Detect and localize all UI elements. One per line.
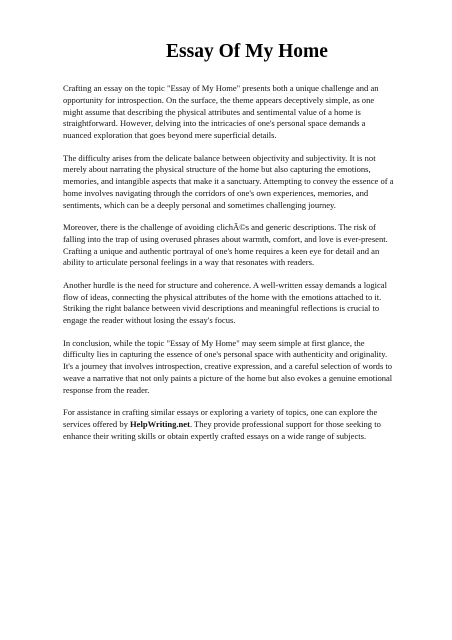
document-title: Essay Of My Home xyxy=(166,41,328,62)
paragraph-line: The difficulty arises from the delicate balance between objectivity and subjectivity. It is not xyxy=(63,152,376,163)
paragraph-line: falling into the trap of using overused phrases about warmth, comfort, and love is ever-present. xyxy=(63,233,388,244)
paragraph-line: might assume that describing the physical attributes and sentimental value of a home is xyxy=(63,106,361,117)
paragraph-line: merely about narrating the physical structure of the home but also capturing the emotions, xyxy=(63,164,371,175)
paragraph-line: sentiments, which can be a deeply personal and sometimes challenging journey. xyxy=(63,199,336,210)
closing-text-before: services offered by xyxy=(63,418,131,429)
paragraph-line: Moreover, there is the challenge of avoiding clichÃ©s and generic descriptions. The risk of xyxy=(63,222,376,233)
paragraph-line: ability to articulate personal feelings in a way that resonates with readers. xyxy=(63,257,315,268)
paragraph-line: It's a journey that involves introspection, creative expression, and a careful selection of words to xyxy=(63,361,393,372)
paragraph-closing xyxy=(63,407,421,442)
paragraph-line: response from the reader. xyxy=(63,384,150,395)
paragraph-line: In conclusion, while the topic "Essay of My Home" may seem simple at first glance, the xyxy=(63,337,365,348)
paragraph-line: Striking the right balance between vivid descriptions and meaningful reflections is crucial to xyxy=(63,303,380,314)
paragraph-line: enhance their writing skills or obtain expertly crafted essays on a wide range of subjects. xyxy=(63,430,367,441)
paragraph-line: Another hurdle is the need for structure and coherence. A well-written essay demands a logical xyxy=(63,279,387,290)
paragraph-line: memories, and intangible aspects that make it a sanctuary. Attempting to convey the essence of a xyxy=(63,176,394,187)
paragraph-line: For assistance in crafting similar essays or exploring a variety of topics, one can explore the xyxy=(63,407,378,418)
paragraph-line: engage the reader without losing the essay's focus. xyxy=(63,315,236,326)
paragraph-line: Crafting an essay on the topic "Essay of My Home" presents both a unique challenge and an xyxy=(63,83,379,93)
paragraph-line: home involves navigating through the corridors of one's own experiences, memories, and xyxy=(63,187,369,198)
document-body xyxy=(63,83,421,442)
paragraph-line: flow of ideas, connecting the physical attributes of the home with the emotions attached to it. xyxy=(63,291,382,302)
paragraph-line: nuanced exploration that goes beyond mere superficial details. xyxy=(63,130,277,140)
paragraph-line: straightforward. However, delving into the intricacies of one's personal space demands a xyxy=(63,118,366,129)
helpwriting-link[interactable]: HelpWriting.net xyxy=(130,418,190,429)
paragraph-line: difficulty lies in capturing the essence of one's personal space with authenticity and originality. xyxy=(63,349,388,360)
paragraph-structure xyxy=(63,280,421,327)
paragraph-line xyxy=(63,419,421,431)
paragraph-line: Crafting a unique and authentic portrayal of one's home requires a keen eye for detail and an xyxy=(63,245,380,256)
paragraph-difficulty xyxy=(63,153,421,212)
paragraph-cliches xyxy=(63,222,421,269)
closing-text-after: . They provide professional support for those seeking to xyxy=(189,418,381,429)
paragraph-line: opportunity for introspection. On the surface, the theme appears deceptively simple, as one xyxy=(63,94,375,105)
paragraph-conclusion xyxy=(63,338,421,397)
paragraph-line: weave a narrative that not only paints a picture of the home but also evokes a genuine emotional xyxy=(63,372,393,383)
paragraph-intro xyxy=(63,83,421,142)
